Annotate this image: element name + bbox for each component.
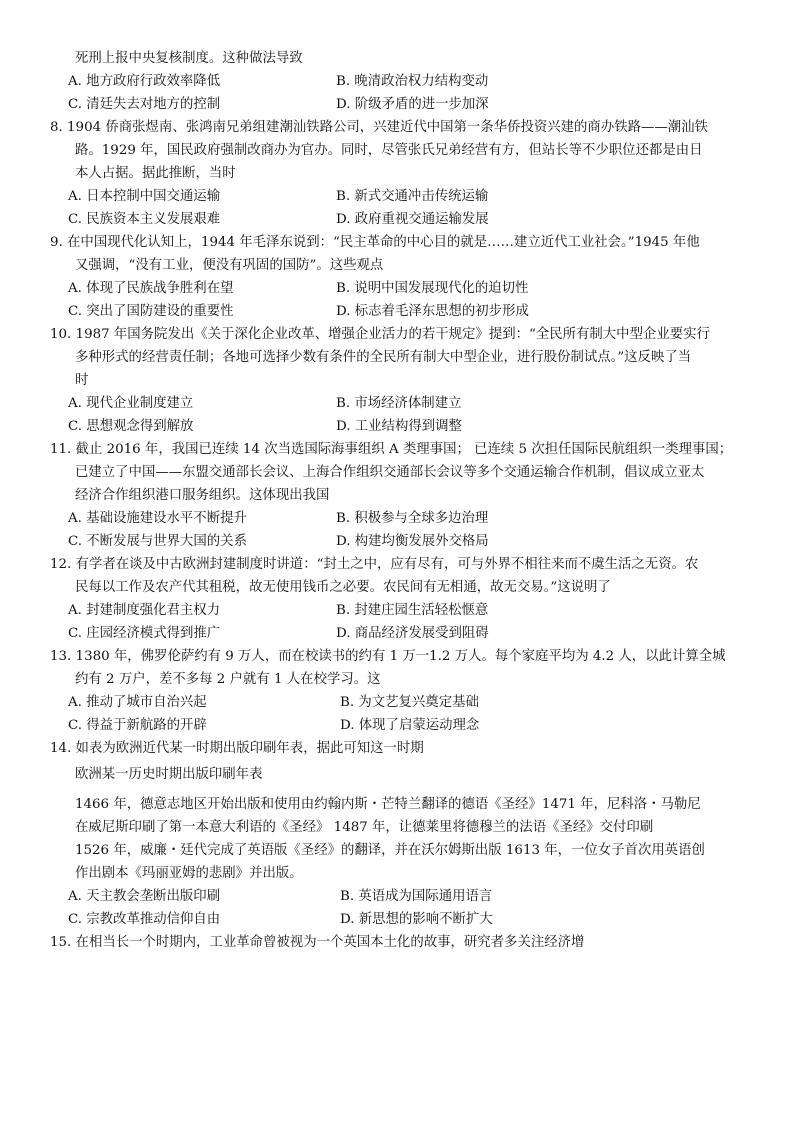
q8-option-a: A. 日本控制中国交通运输 (68, 189, 221, 204)
q15-stem-line1: 15. 在相当长一个时期内，工业革命曾被视为一个英国本土化的故事，研究者多关注经济增 (50, 935, 585, 950)
q14-table-title: 欧洲某一历史时期出版印刷年表 (75, 767, 263, 782)
q14-option-c: C. 宗教改革推动信仰自由 (68, 912, 221, 927)
q12-option-a: A. 封建制度强化君主权力 (68, 603, 221, 618)
q12-stem-line2: 民每以工作及农产代其租税，故无使用钱币之必要。农民间有无相通，故无交易。”这说明了 (75, 580, 611, 595)
q10-option-b: B. 市场经济体制建立 (336, 396, 462, 411)
q12-option-c: C. 庄园经济模式得到推广 (68, 626, 221, 641)
q8-option-b: B. 新式交通冲击传统运输 (336, 189, 489, 204)
q10-option-d: D. 工业结构得到调整 (336, 419, 462, 434)
q9-option-b: B. 说明中国发展现代化的迫切性 (336, 281, 529, 296)
q11-option-c: C. 不断发展与世界大国的关系 (68, 534, 247, 549)
q14-option-d: D. 新思想的影响不断扩大 (340, 912, 493, 927)
q10-stem-line2: 多种形式的经营责任制；各地可选择少数有条件的全民所有制大中型企业，进行股份制试点。”这反映了当 (75, 350, 692, 365)
q11-stem-line1: 11. 截止 2016 年，我国已连续 14 次当选国际海事组织 A 类理事国； 已连续 5 次担任国际民航组织一类理事国； (50, 442, 733, 457)
q11-option-a: A. 基础设施建设水平不断提升 (68, 511, 247, 526)
q14-option-a: A. 天主教会垄断出版印刷 (68, 889, 221, 904)
q13-stem-line2: 约有 2 万户，差不多每 2 户就有 1 人在校学习。这 (75, 672, 381, 687)
q9-option-d: D. 标志着毛泽东思想的初步形成 (336, 304, 529, 319)
q14-table-row4: 作出剧本《玛丽亚姆的悲剧》并出版。 (75, 866, 303, 881)
q10-option-a: A. 现代企业制度建立 (68, 396, 194, 411)
q9-stem-line1: 9. 在中国现代化认知上，1944 年毛泽东说到：“民主革命的中心目的就是……建立近代工业社会。”1945 年他 (50, 235, 700, 250)
q7-option-c: C. 清廷失去对地方的控制 (68, 97, 221, 112)
q14-table-row1: 1466 年，德意志地区开始出版和使用由约翰内斯・芒特兰翻译的德语《圣经》1471 年，尼科洛・马勒尼 (75, 797, 701, 812)
q13-option-c: C. 得益于新航路的开辟 (68, 718, 207, 733)
q7-option-b: B. 晚清政治权力结构变动 (336, 74, 489, 89)
q14-option-b: B. 英语成为国际通用语言 (340, 889, 493, 904)
q8-option-c: C. 民族资本主义发展艰难 (68, 212, 221, 227)
q10-stem-line1: 10. 1987 年国务院发出《关于深化企业改革、增强企业活力的若干规定》提到：“全民所有制大中型企业要实行 (50, 327, 710, 342)
q11-option-b: B. 积极参与全球多边治理 (336, 511, 489, 526)
q13-stem-line1: 13. 1380 年，佛罗伦萨约有 9 万人，而在校读书的约有 1 万一1.2 万人。每个家庭平均为 4.2 人，以此计算全城 (50, 649, 726, 664)
q8-stem-line2: 路。1929 年，国民政府强制改商办为官办。同时，尽管张氏兄弟经营有方，但站长等不少职位还都是由日 (75, 143, 703, 158)
q7-option-a: A. 地方政府行政效率降低 (68, 74, 221, 89)
q14-table-row3: 1526 年，威廉・廷代完成了英语版《圣经》的翻译，并在沃尔姆斯出版 1613 年，一位女子首次用英语创 (75, 843, 705, 858)
q11-stem-line3: 经济合作组织港口服务组织。这体现出我国 (75, 488, 330, 503)
q9-option-c: C. 突出了国防建设的重要性 (68, 304, 234, 319)
q9-option-a: A. 体现了民族战争胜利在望 (68, 281, 234, 296)
q7-stem-tail: 死刑上报中央复核制度。这种做法导致 (75, 51, 303, 66)
q12-option-d: D. 商品经济发展受到阻碍 (336, 626, 489, 641)
q11-option-d: D. 构建均衡发展外交格局 (336, 534, 489, 549)
q7-option-d: D. 阶级矛盾的进一步加深 (336, 97, 489, 112)
q8-option-d: D. 政府重视交通运输发展 (336, 212, 489, 227)
q12-stem-line1: 12. 有学者在谈及中古欧洲封建制度时讲道：“封土之中，应有尽有，可与外界不相往来而不虞生活之无资。农 (50, 557, 699, 572)
q8-stem-line1: 8. 1904 侨商张煜南、张鸿南兄弟组建潮汕铁路公司，兴建近代中国第一条华侨投资兴建的商办铁路——潮汕铁 (50, 120, 708, 135)
q11-stem-line2: 已建立了中国——东盟交通部长会议、上海合作组织交通部长会议等多个交通运输合作机制，倡议成立亚太 (75, 465, 705, 480)
q9-stem-line2: 又强调，“没有工业，便没有巩固的国防”。这些观点 (75, 258, 384, 273)
q8-stem-line3: 本人占据。据此推断，当时 (75, 166, 236, 181)
q13-option-d: D. 体现了启蒙运动理念 (340, 718, 480, 733)
q14-table-row2: 在威尼斯印刷了第一本意大利语的《圣经》 1487 年，让德莱里将德穆兰的法语《圣经》交付印刷 (75, 820, 654, 835)
q10-stem-line3: 时 (75, 373, 89, 388)
q14-stem-line1: 14. 如表为欧洲近代某一时期出版印刷年表，据此可知这一时期 (50, 741, 424, 756)
q10-option-c: C. 思想观念得到解放 (68, 419, 194, 434)
q12-option-b: B. 封建庄园生活轻松惬意 (336, 603, 489, 618)
q13-option-b: B. 为文艺复兴奠定基础 (340, 695, 479, 710)
q13-option-a: A. 推动了城市自治兴起 (68, 695, 207, 710)
